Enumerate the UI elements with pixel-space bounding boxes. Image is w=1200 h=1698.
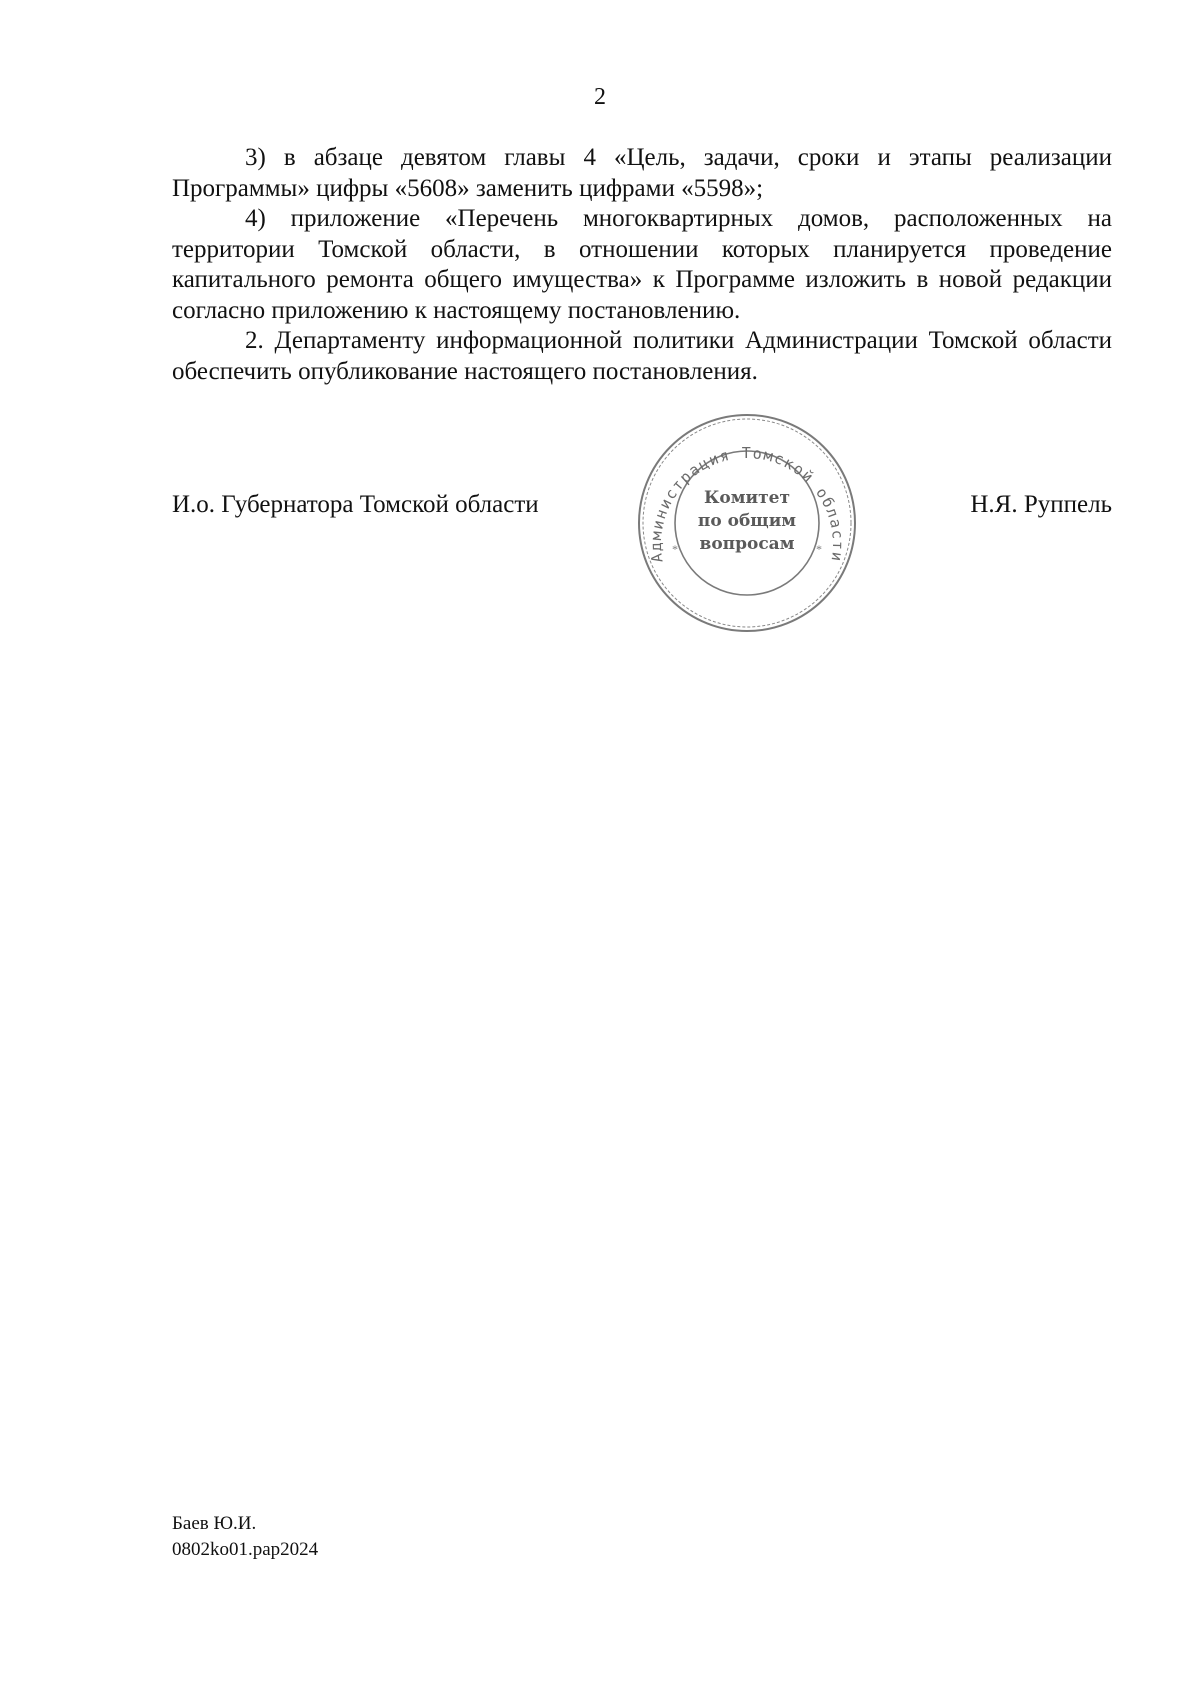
seal-line-2: по общим <box>697 511 797 531</box>
paragraph-item-4: 4) приложение «Перечень многоквартирных домов, расположенных на территории Томской области, в отношении которых планируется проведение капитального ремонта общего имущества» к Программе изложить в новой редакции согласно приложению к настоящему постановлению. <box>172 205 1112 324</box>
file-code: 0802ko01.pap2024 <box>172 1539 319 1560</box>
seal-graphic <box>632 408 862 638</box>
page-number: 2 <box>594 84 606 110</box>
official-seal-stamp <box>632 408 862 638</box>
seal-star-right: * <box>816 542 822 556</box>
seal-star-left: * <box>672 542 678 556</box>
seal-line-1: Комитет <box>703 488 791 508</box>
paragraph-item-3: 3) в абзаце девятом главы 4 «Цель, задачи, сроки и этапы реализации Программы» цифры «5608» заменить цифрами «5598»; <box>172 144 1112 202</box>
paragraph-point-2: 2. Департаменту информационной политики Администрации Томской области обеспечить опубликование настоящего постановления. <box>172 327 1112 385</box>
document-body <box>172 143 1112 387</box>
seal-ring-text: Администрация Томской области <box>646 444 848 564</box>
signatory-name: Н.Я. Руппель <box>970 491 1112 518</box>
executor-footer <box>172 1511 318 1563</box>
seal-line-3: вопросам <box>699 534 795 554</box>
executor-name: Баев Ю.И. <box>172 1513 257 1534</box>
signatory-position: И.о. Губернатора Томской области <box>172 491 539 518</box>
